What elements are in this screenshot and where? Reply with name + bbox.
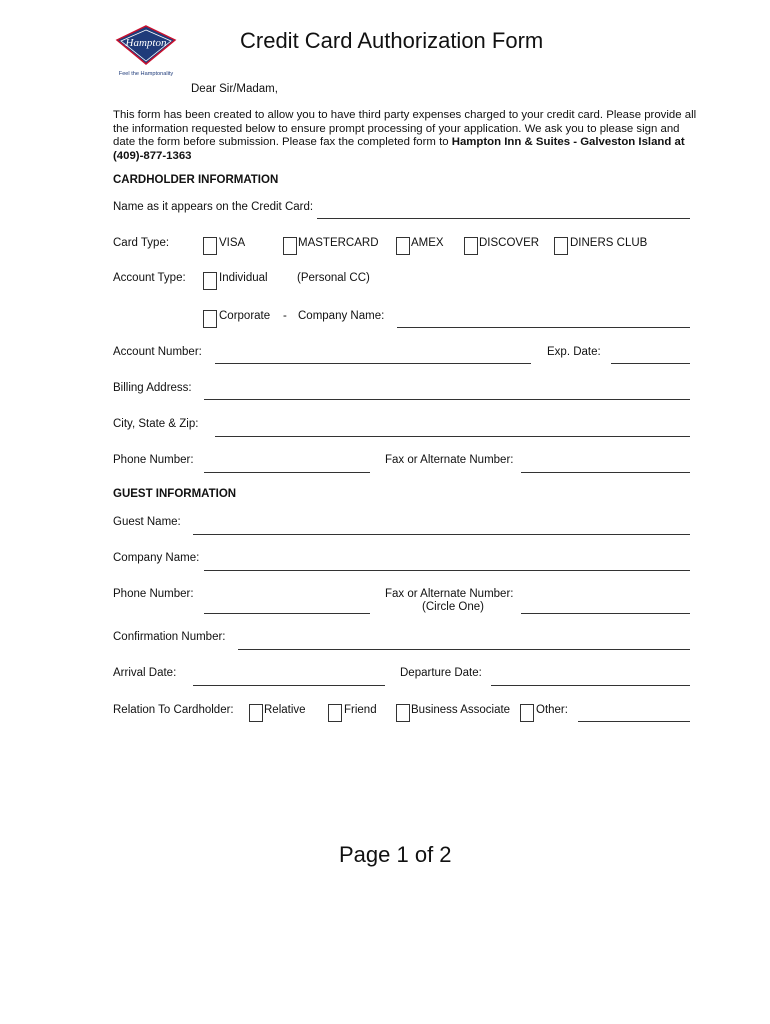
individual-label: Individual xyxy=(219,272,268,284)
amex-label: AMEX xyxy=(411,237,444,249)
svg-text:Feel the Hamptonality: Feel the Hamptonality xyxy=(118,71,174,77)
guest-name-label: Guest Name: xyxy=(113,516,181,528)
billing-address-field[interactable] xyxy=(204,399,690,400)
arrival-date-label: Arrival Date: xyxy=(113,667,177,679)
departure-date-field[interactable] xyxy=(491,685,690,686)
city-state-zip-label: City, State & Zip: xyxy=(113,418,199,430)
account-number-field[interactable] xyxy=(215,363,531,364)
other-checkbox[interactable] xyxy=(520,704,534,722)
guest-company-name-label: Company Name: xyxy=(113,552,200,564)
guest-phone-field[interactable] xyxy=(204,613,370,614)
departure-date-label: Departure Date: xyxy=(400,667,482,679)
relative-checkbox[interactable] xyxy=(249,704,263,722)
personal-cc-label: (Personal CC) xyxy=(297,272,370,284)
business-associate-label: Business Associate xyxy=(411,704,511,716)
other-relation-field[interactable] xyxy=(578,721,690,722)
cardholder-fax-field[interactable] xyxy=(521,472,690,473)
corporate-label: Corporate xyxy=(219,310,271,322)
cardholder-phone-label: Phone Number: xyxy=(113,454,194,466)
confirmation-number-field[interactable] xyxy=(238,649,690,650)
corporate-dash: - xyxy=(283,310,287,322)
mastercard-label: MASTERCARD xyxy=(298,237,379,249)
intro-text: This form has been created to allow you to have third party expenses charged to your credit card. Please provide all the information requested below to ensure prompt processing of your application. We ask you to please sign and date the form before submission. Please fax the completed form to xyxy=(113,109,697,148)
discover-label: DISCOVER xyxy=(479,237,540,249)
city-state-zip-field[interactable] xyxy=(215,436,690,437)
company-name-field[interactable] xyxy=(397,327,690,328)
account-type-label: Account Type: xyxy=(113,272,186,284)
relative-label: Relative xyxy=(264,704,306,716)
cardholder-phone-field[interactable] xyxy=(204,472,370,473)
guest-fax-label: Fax or Alternate Number: xyxy=(385,588,514,600)
relation-label: Relation To Cardholder: xyxy=(113,704,234,716)
cardholder-name-label: Name as it appears on the Credit Card: xyxy=(113,201,314,213)
discover-checkbox[interactable] xyxy=(464,237,478,255)
individual-checkbox[interactable] xyxy=(203,272,217,290)
visa-label: VISA xyxy=(219,237,246,249)
form-title: Credit Card Authorization Form xyxy=(240,28,544,53)
salutation: Dear Sir/Madam, xyxy=(191,83,278,95)
circle-one-label: (Circle One) xyxy=(422,601,484,613)
visa-checkbox[interactable] xyxy=(203,237,217,255)
other-label: Other: xyxy=(536,704,568,716)
guest-company-name-field[interactable] xyxy=(204,570,690,571)
billing-address-label: Billing Address: xyxy=(113,382,192,394)
svg-text:Hampton: Hampton xyxy=(125,37,167,49)
hampton-logo xyxy=(113,24,179,78)
company-name-label: Company Name: xyxy=(298,310,385,322)
cardholder-heading: CARDHOLDER INFORMATION xyxy=(113,174,279,186)
guest-phone-label: Phone Number: xyxy=(113,588,194,600)
card-type-label: Card Type: xyxy=(113,237,170,249)
page-number: Page 1 of 2 xyxy=(339,842,452,867)
diners-club-checkbox[interactable] xyxy=(554,237,568,255)
intro-fax-contact: Hampton Inn & Suites - Galveston Island at (409)-877-1363 xyxy=(113,136,685,162)
amex-checkbox[interactable] xyxy=(396,237,410,255)
arrival-date-field[interactable] xyxy=(193,685,385,686)
guest-fax-field[interactable] xyxy=(521,613,690,614)
friend-label: Friend xyxy=(344,704,377,716)
business-associate-checkbox[interactable] xyxy=(396,704,410,722)
confirmation-number-label: Confirmation Number: xyxy=(113,631,226,643)
mastercard-checkbox[interactable] xyxy=(283,237,297,255)
guest-name-field[interactable] xyxy=(193,534,690,535)
cardholder-fax-label: Fax or Alternate Number: xyxy=(385,454,514,466)
account-number-label: Account Number: xyxy=(113,346,202,358)
diners-club-label: DINERS CLUB xyxy=(570,237,648,249)
intro-paragraph xyxy=(113,109,703,163)
guest-heading: GUEST INFORMATION xyxy=(113,488,237,500)
exp-date-field[interactable] xyxy=(611,363,690,364)
cardholder-name-field[interactable] xyxy=(317,218,690,219)
exp-date-label: Exp. Date: xyxy=(547,346,601,358)
friend-checkbox[interactable] xyxy=(328,704,342,722)
corporate-checkbox[interactable] xyxy=(203,310,217,328)
